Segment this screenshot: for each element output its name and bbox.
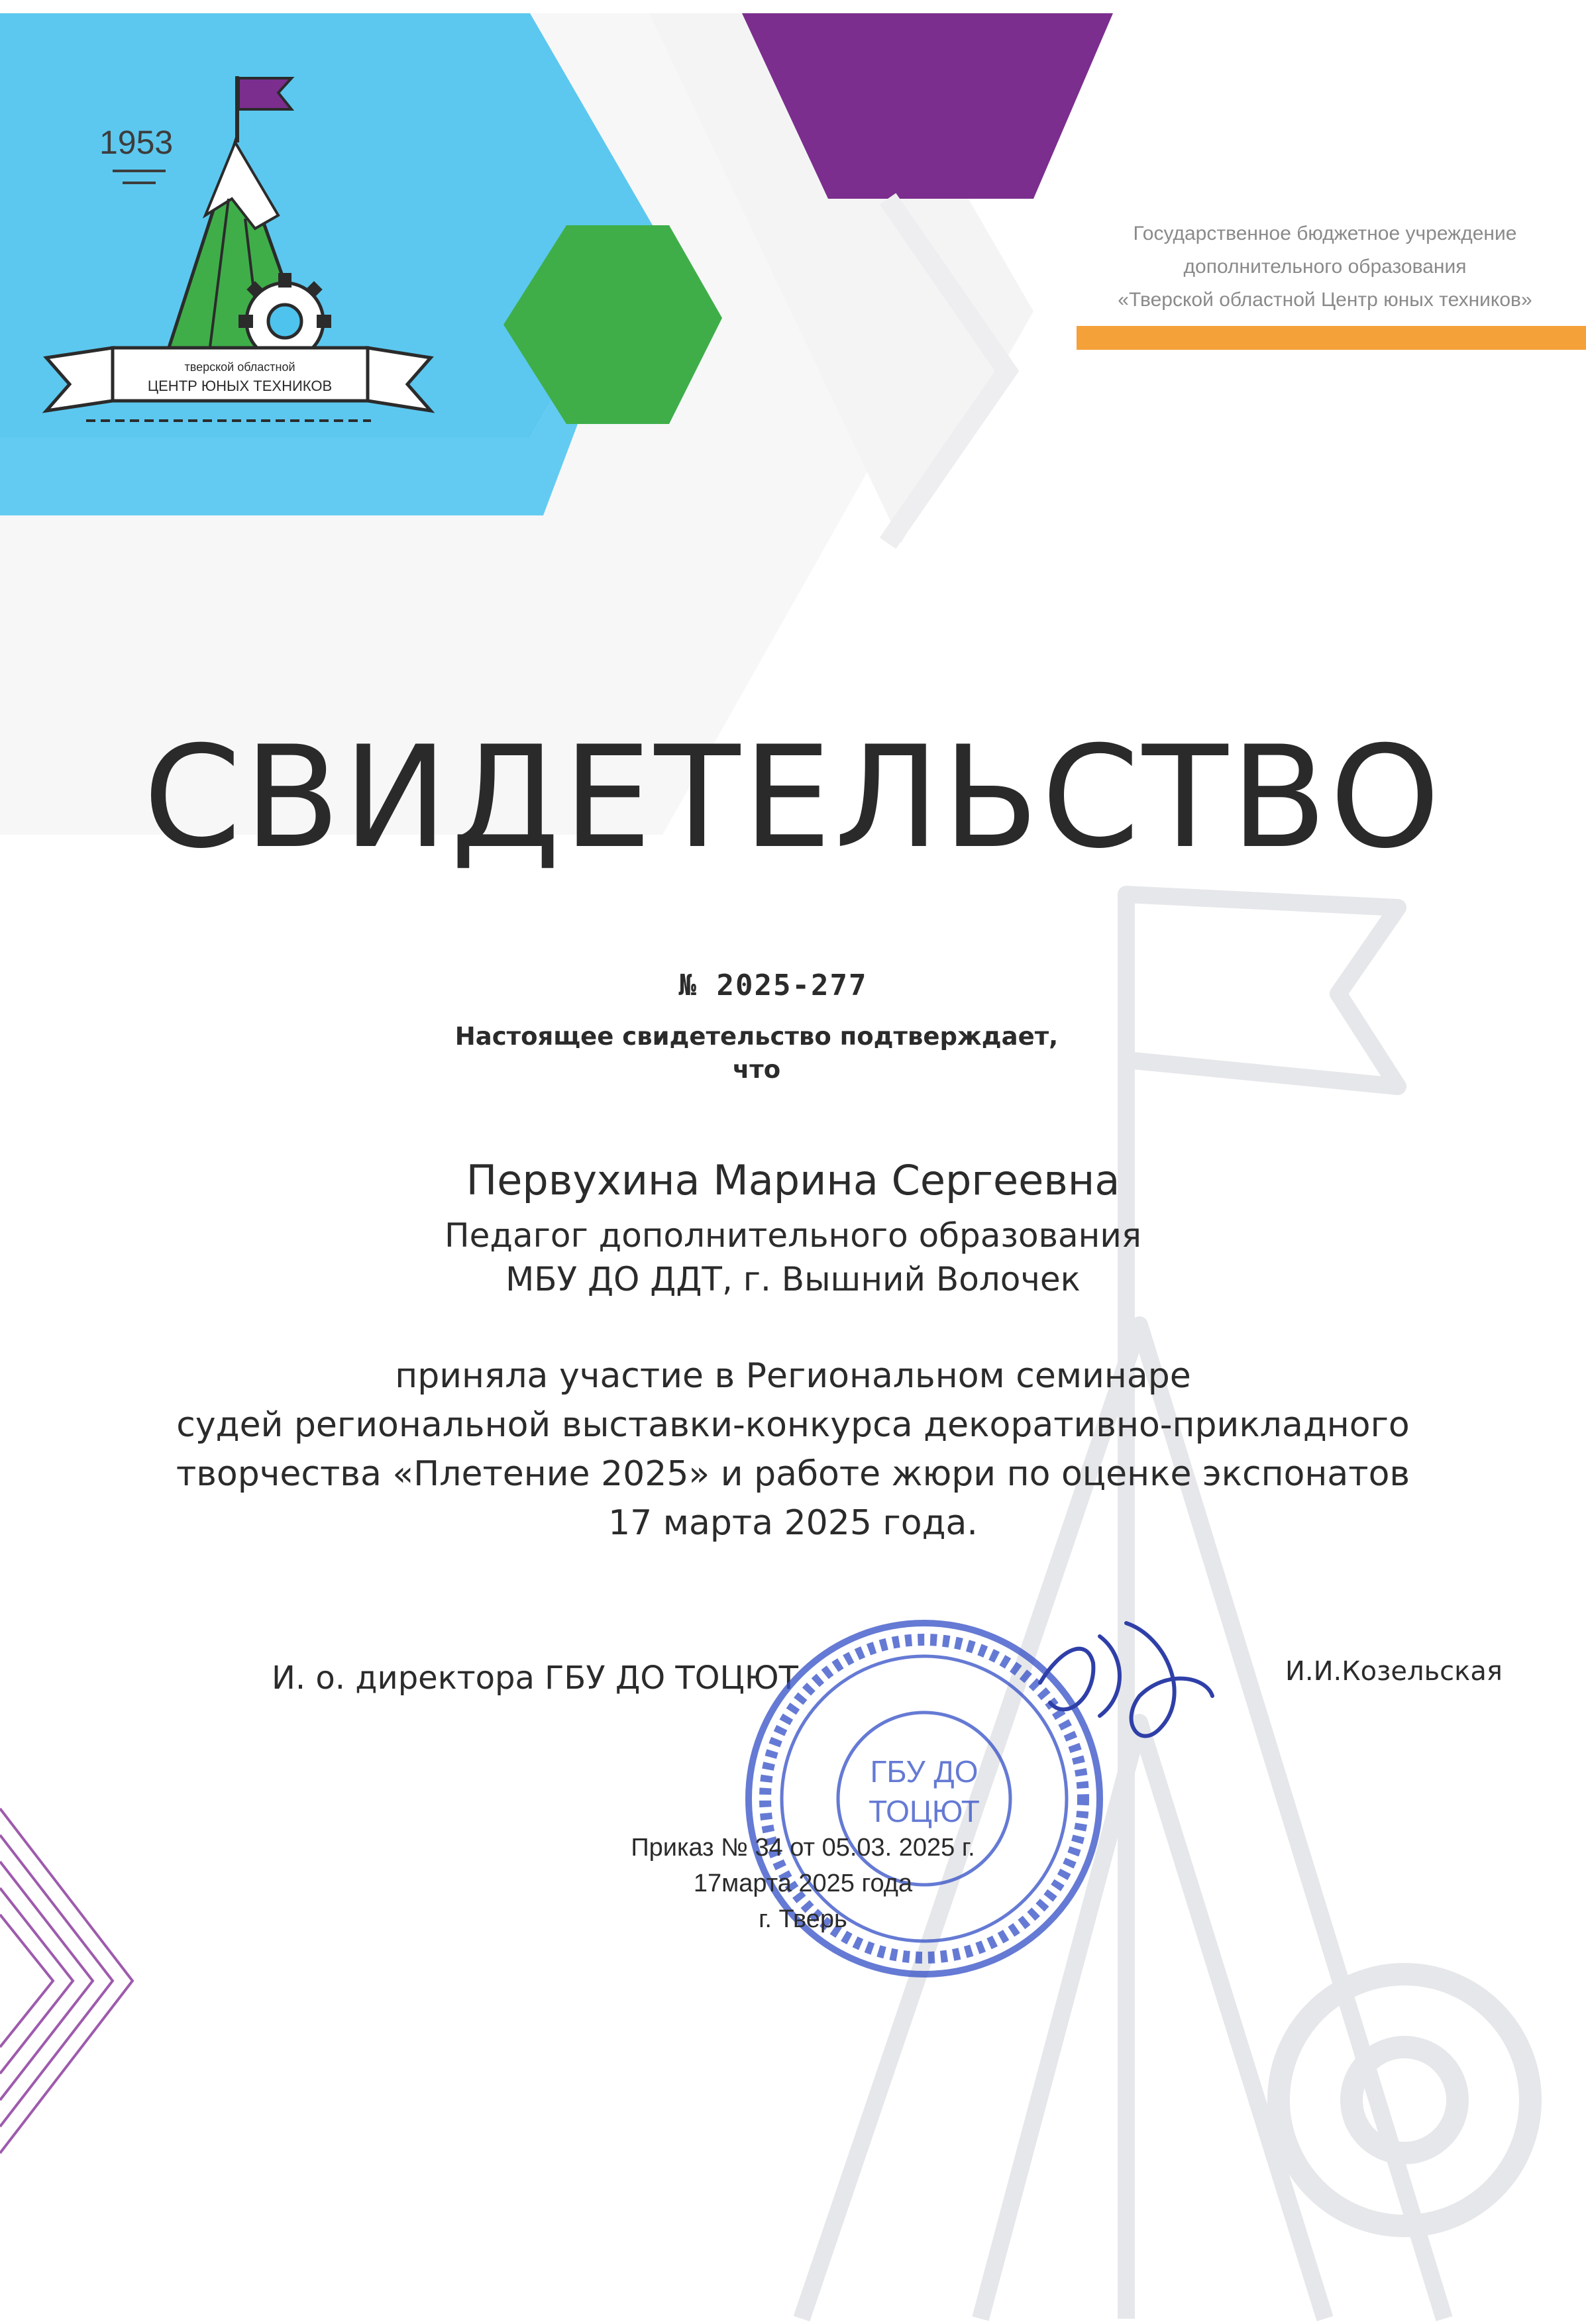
recipient-position: Педагог дополнительного образования <box>445 1216 1141 1255</box>
order-date: 17марта 2025 года <box>693 1870 913 1897</box>
document-number: № 2025-277 <box>678 969 868 1002</box>
body-line-2: судей региональной выставки-конкурса декоративно-прикладного <box>176 1405 1410 1445</box>
recipient-organization: МБУ ДО ДДТ, г. Вышний Волочек <box>505 1260 1081 1298</box>
body-line-1: приняла участие в Региональном семинаре <box>395 1356 1191 1396</box>
signer-name: И.И.Козельская <box>1285 1656 1503 1687</box>
logo-banner-line1: тверской областной <box>184 360 295 374</box>
stamp-center-line-1: ГБУ ДО <box>870 1754 978 1789</box>
order-city: г. Тверь <box>759 1905 847 1933</box>
org-line-1: Государственное бюджетное учреждение <box>1133 223 1517 244</box>
recipient-name: Первухина Марина Сергеевна <box>466 1156 1120 1204</box>
org-line-2: дополнительного образования <box>1183 256 1467 278</box>
org-line-3: «Тверской областной Центр юных техников» <box>1118 289 1532 311</box>
handwritten-signature <box>1040 1623 1212 1736</box>
order-reference <box>10 1830 1586 1937</box>
confirmation-line-2: что <box>732 1055 781 1084</box>
order-number: Приказ № 34 от 05.03. 2025 г. <box>631 1834 975 1862</box>
body-line-3: творчества «Плетение 2025» и работе жюри по оценке экспонатов <box>176 1454 1410 1494</box>
logo-year: 1953 <box>99 124 174 161</box>
stamp-center-line-2: ТОЦЮТ <box>869 1794 980 1828</box>
logo-banner-line2: ЦЕНТР ЮНЫХ ТЕХНИКОВ <box>147 378 333 394</box>
body-line-4: 17 марта 2025 года. <box>608 1503 978 1543</box>
confirmation-line-1: Настоящее свидетельство подтверждает, <box>454 1022 1059 1051</box>
document-title: СВИДЕТЕЛЬСТВО <box>143 715 1443 879</box>
signer-title: И. о. директора ГБУ ДО ТОЦЮТ <box>272 1660 798 1697</box>
